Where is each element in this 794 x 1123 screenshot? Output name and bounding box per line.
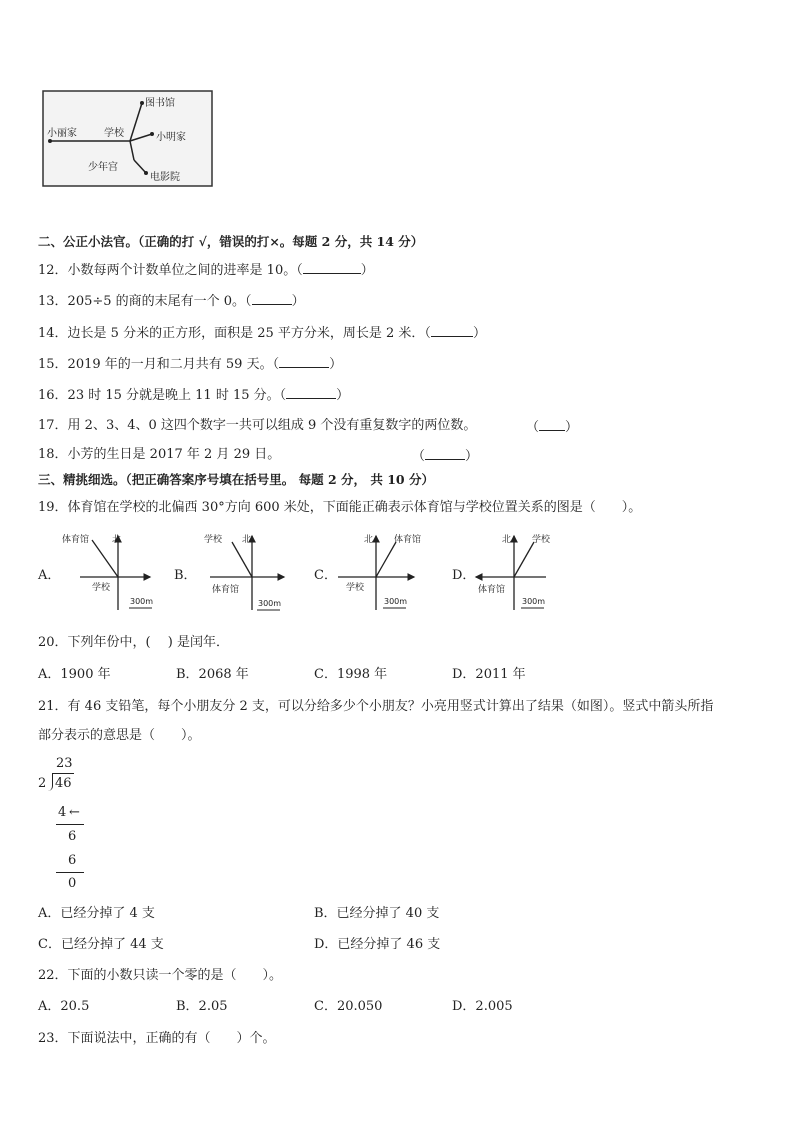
answer-blank-13[interactable] xyxy=(252,292,292,305)
section3-title: 三、精挑细选。（把正确答案序号填在括号里。 每题 2 分， 共 10 分） xyxy=(38,472,434,487)
question-16: 16．23 时 15 分就是晚上 11 时 15 分。（ ） xyxy=(38,388,350,403)
q19-option-c-diagram[interactable] xyxy=(334,530,434,616)
answer-blank-14[interactable] xyxy=(431,324,473,337)
q22-option-a[interactable]: A．20.5 xyxy=(38,999,90,1014)
q21-option-b[interactable]: B．已经分掉了 40 支 xyxy=(314,906,440,921)
q19-d-bottom-label: 体育馆 xyxy=(478,585,506,595)
question-19: 19．体育馆在学校的北偏西 30°方向 600 米处，下面能正确表示体育馆与学校位置关系的图是（ ）。 xyxy=(38,500,642,515)
q19-d-north-label: 北 xyxy=(502,535,512,545)
division-line2 xyxy=(56,872,84,873)
division-step1: 4 xyxy=(58,805,67,820)
q19-d-top-label: 学校 xyxy=(532,535,551,545)
route-map xyxy=(42,90,214,188)
map-school-label: 学校 xyxy=(104,128,124,139)
division-rem2: 0 xyxy=(68,876,77,891)
q19-option-a-diagram[interactable] xyxy=(60,530,160,616)
map-library-label: 图书馆 xyxy=(145,98,175,109)
q21-option-c[interactable]: C．已经分掉了 44 支 xyxy=(38,937,164,952)
question-20: 20．下列年份中，( ) 是闰年． xyxy=(38,635,229,650)
q19-d-scale: 300m xyxy=(522,597,546,606)
question-17: 17．用 2、3、4、0 这四个数字一共可以组成 9 个没有重复数字的两位数。 xyxy=(38,418,477,433)
q19-option-d-label: D． xyxy=(452,568,476,583)
answer-blank-15[interactable] xyxy=(279,355,329,368)
division-rem1: 6 xyxy=(68,829,77,844)
division-quotient: 23 xyxy=(56,756,73,771)
q19-c-north-label: 北 xyxy=(364,535,374,545)
q20-option-c[interactable]: C．1998 年 xyxy=(314,667,388,682)
answer-blank-17[interactable] xyxy=(539,418,565,431)
question-21-line1: 21．有 46 支铅笔，每个小朋友分 2 支，可以分给多少个小朋友？小亮用竖式计算出了结果（如图）。竖式中箭头所指 xyxy=(38,699,714,714)
map-xiaoming-label: 小明家 xyxy=(156,132,186,143)
q19-option-a-label: A． xyxy=(38,568,61,583)
answer-blank-12[interactable] xyxy=(303,261,361,274)
division-arrow: ← xyxy=(69,805,80,820)
division-bracket xyxy=(48,774,53,791)
division-dividend: 46 xyxy=(55,776,72,791)
division-divisor: 2 xyxy=(38,776,47,791)
q22-option-c[interactable]: C．20.050 xyxy=(314,999,383,1014)
q20-option-a[interactable]: A．1900 年 xyxy=(38,667,111,682)
question-17-bracket: （ ） xyxy=(526,420,579,435)
question-12: 12．小数每两个计数单位之间的进率是 10。（ ） xyxy=(38,263,374,278)
division-bar xyxy=(52,773,74,774)
answer-blank-18[interactable] xyxy=(425,447,465,460)
question-14: 14．边长是 5 分米的正方形，面积是 25 平方分米，周长是 2 米．（ ） xyxy=(38,326,486,341)
q19-c-bottom-label: 学校 xyxy=(346,583,365,593)
section2-title: 二、公正小法官。（正确的打 √，错误的打×。每题 2 分，共 14 分） xyxy=(38,234,424,249)
q19-option-c-label: C． xyxy=(314,568,337,583)
map-xiaoli-label: 小丽家 xyxy=(47,128,77,139)
q19-c-scale: 300m xyxy=(384,597,408,606)
q20-option-d[interactable]: D．2011 年 xyxy=(452,667,526,682)
q19-a-top-label: 体育馆 xyxy=(62,535,90,545)
map-cinema-label: 电影院 xyxy=(150,172,180,183)
q19-option-d-diagram[interactable] xyxy=(472,530,572,616)
division-line1 xyxy=(56,824,84,825)
q19-b-bottom-label: 体育馆 xyxy=(212,585,240,595)
map-youth-palace-label: 少年宫 xyxy=(88,162,118,173)
q19-a-north-label: 北 xyxy=(112,535,122,545)
q19-b-scale: 300m xyxy=(258,599,282,608)
q22-option-b[interactable]: B．2.05 xyxy=(176,999,228,1014)
q19-option-b-diagram[interactable] xyxy=(196,530,296,616)
answer-blank-16[interactable] xyxy=(286,386,336,399)
division-step2: 6 xyxy=(68,853,77,868)
question-23: 23．下面说法中，正确的有（ ）个。 xyxy=(38,1031,276,1046)
q19-option-b-label: B． xyxy=(174,568,197,583)
q19-c-top-label: 体育馆 xyxy=(394,535,422,545)
q19-a-bottom-label: 学校 xyxy=(92,583,111,593)
question-15: 15．2019 年的一月和二月共有 59 天。（ ） xyxy=(38,357,343,372)
q19-b-top-label: 学校 xyxy=(204,535,223,545)
question-22: 22．下面的小数只读一个零的是（ ）。 xyxy=(38,968,283,983)
question-18-bracket: （ ） xyxy=(412,449,479,464)
question-18: 18．小芳的生日是 2017 年 2 月 29 日。 xyxy=(38,447,281,462)
question-21-line2: 部分表示的意思是（ ）。 xyxy=(38,728,201,743)
q21-option-d[interactable]: D．已经分掉了 46 支 xyxy=(314,937,441,952)
q19-b-north-label: 北 xyxy=(242,535,252,545)
q19-a-scale: 300m xyxy=(130,597,154,606)
q22-option-d[interactable]: D．2.005 xyxy=(452,999,513,1014)
long-division xyxy=(38,756,118,896)
question-13: 13．205÷5 的商的末尾有一个 0。（ ） xyxy=(38,294,305,309)
q21-option-a[interactable]: A．已经分掉了 4 支 xyxy=(38,906,155,921)
q20-option-b[interactable]: B．2068 年 xyxy=(176,667,249,682)
